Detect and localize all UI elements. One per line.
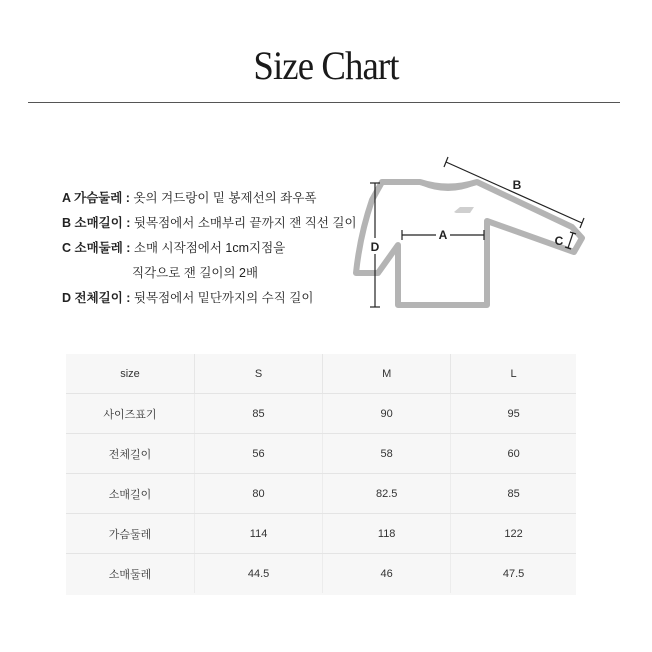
table-cell: 58 [323,434,451,474]
label-d: D [370,240,380,254]
legend-key: D 전체길이 : [62,291,131,305]
table-cell: 118 [323,514,451,554]
table-cell: 47.5 [451,554,576,594]
size-table [66,354,576,593]
table-cell: 82.5 [323,474,451,514]
table-cell: 56 [195,434,323,474]
table-row-label: 가슴둘레 [66,514,195,554]
legend-item-b [62,211,357,236]
table-cell: 44.5 [195,554,323,594]
table-cell: 85 [451,474,576,514]
table-row-label: 전체길이 [66,434,195,474]
label-c: C [554,234,564,248]
legend-desc: 직각으로 잰 길이의 2배 [132,266,259,280]
table-header-cell: M [323,354,451,394]
legend-item-d [62,286,357,311]
table-row [66,394,576,434]
measurement-legend [62,186,357,311]
table-header-row [66,354,576,394]
table-row [66,434,576,474]
legend-desc: 소매 시작점에서 1cm지점을 [133,241,286,255]
legend-item-c [62,236,357,261]
table-cell: 46 [323,554,451,594]
legend-desc: 뒷목점에서 밑단까지의 수직 길이 [133,291,314,305]
table-cell: 60 [451,434,576,474]
table-cell: 80 [195,474,323,514]
table-header-cell: L [451,354,576,394]
table-cell: 114 [195,514,323,554]
table-header-cell: size [66,354,195,394]
table-row [66,514,576,554]
table-cell: 95 [451,394,576,434]
table-row [66,474,576,514]
legend-item-a [62,186,357,211]
table-cell: 90 [323,394,451,434]
legend-desc: 옷의 겨드랑이 밑 봉제선의 좌우폭 [133,191,317,205]
table-row-label: 사이즈표기 [66,394,195,434]
table-header-cell: S [195,354,323,394]
label-b: B [512,178,522,192]
sweatshirt-diagram [342,155,592,320]
label-a: A [438,228,448,242]
table-row [66,554,576,594]
table-cell: 85 [195,394,323,434]
table-cell: 122 [451,514,576,554]
legend-desc: 뒷목점에서 소매부리 끝까지 잰 직선 길이 [133,216,357,230]
legend-key: C 소매둘레 : [62,241,131,255]
legend-item-c-continued [62,261,357,286]
table-row-label: 소매둘레 [66,554,195,594]
table-row-label: 소매길이 [66,474,195,514]
legend-key: A 가슴둘레 : [62,191,130,205]
title-divider [28,102,620,103]
page-title: Size Chart [253,43,399,88]
legend-key: B 소매길이 : [62,216,131,230]
shirt-outline [356,182,582,305]
